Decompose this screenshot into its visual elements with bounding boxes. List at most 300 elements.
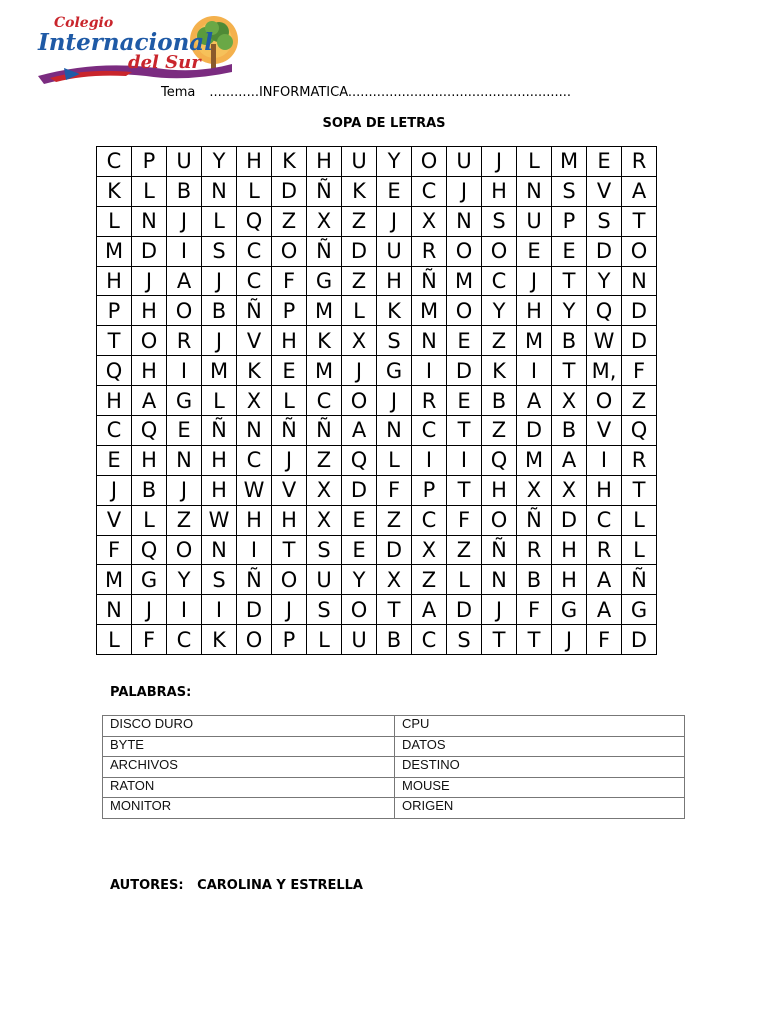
grid-cell: O [272,236,307,266]
grid-cell: R [412,236,447,266]
grid-cell: Z [482,326,517,356]
grid-cell: J [272,595,307,625]
grid-cell: E [517,236,552,266]
grid-cell: Ñ [622,565,657,595]
grid-cell: X [517,475,552,505]
grid-cell: Ñ [202,416,237,446]
grid-cell: Z [307,445,342,475]
grid-cell: X [237,386,272,416]
grid-cell: U [307,565,342,595]
grid-cell: P [272,625,307,655]
grid-cell: T [97,326,132,356]
grid-cell: Y [202,147,237,177]
grid-cell: F [97,535,132,565]
school-logo-graphic [36,10,242,86]
grid-row [97,236,657,266]
grid-cell: O [342,386,377,416]
grid-cell: N [167,445,202,475]
grid-cell: I [167,356,202,386]
grid-cell: Ñ [482,535,517,565]
grid-cell: F [587,625,622,655]
grid-cell: F [622,356,657,386]
grid-cell: R [622,445,657,475]
grid-cell: D [447,356,482,386]
grid-row [97,535,657,565]
grid-cell: C [482,266,517,296]
grid-cell: E [167,416,202,446]
grid-cell: G [307,266,342,296]
grid-cell: T [272,535,307,565]
grid-row [97,475,657,505]
grid-cell: L [202,386,237,416]
grid-cell: T [482,625,517,655]
grid-cell: L [272,386,307,416]
grid-cell: R [167,326,202,356]
grid-row [97,416,657,446]
grid-cell: H [552,565,587,595]
grid-cell: O [447,296,482,326]
grid-cell: U [342,625,377,655]
grid-cell: P [412,475,447,505]
logo-text-internacional: Internacional [38,29,213,56]
grid-cell: X [307,475,342,505]
grid-cell: H [237,505,272,535]
grid-cell: X [307,206,342,236]
grid-cell: Q [132,416,167,446]
grid-cell: J [132,595,167,625]
grid-cell: G [622,595,657,625]
grid-row [97,296,657,326]
grid-cell: G [552,595,587,625]
word-cell: DESTINO [395,757,685,778]
grid-cell: Ñ [237,296,272,326]
grid-cell: Z [447,535,482,565]
school-logo [36,10,242,86]
grid-cell: K [482,356,517,386]
grid-cell: Q [237,206,272,236]
grid-cell: C [307,386,342,416]
grid-cell: B [482,386,517,416]
grid-cell: Y [167,565,202,595]
grid-cell: R [587,535,622,565]
grid-cell: A [412,595,447,625]
tema-value: ............INFORMATICA...................................................... [209,85,572,100]
grid-cell: C [167,625,202,655]
grid-cell: H [307,147,342,177]
grid-row [97,326,657,356]
palabras-label: PALABRAS: [110,685,192,700]
grid-cell: F [377,475,412,505]
grid-cell: D [622,326,657,356]
grid-row [97,565,657,595]
grid-cell: K [307,326,342,356]
grid-cell: S [482,206,517,236]
grid-cell: V [97,505,132,535]
grid-cell: H [552,535,587,565]
grid-cell: R [412,386,447,416]
grid-cell: Z [377,505,412,535]
grid-cell: Q [132,535,167,565]
grid-cell: A [552,445,587,475]
grid-cell: H [97,266,132,296]
grid-cell: Y [377,147,412,177]
grid-cell: C [587,505,622,535]
grid-row [97,176,657,206]
grid-cell: Ñ [412,266,447,296]
grid-cell: C [237,266,272,296]
grid-cell: Ñ [517,505,552,535]
grid-cell: X [307,505,342,535]
grid-cell: B [552,416,587,446]
grid-cell: Z [412,565,447,595]
grid-cell: L [97,206,132,236]
grid-cell: U [447,147,482,177]
grid-cell: N [622,266,657,296]
grid-cell: D [342,475,377,505]
grid-cell: O [587,386,622,416]
grid-cell: C [97,147,132,177]
grid-cell: H [377,266,412,296]
grid-cell: K [342,176,377,206]
grid-cell: V [237,326,272,356]
grid-cell: H [272,505,307,535]
grid-cell: U [167,147,202,177]
grid-cell: Ñ [237,565,272,595]
grid-cell: N [202,535,237,565]
grid-cell: P [97,296,132,326]
grid-cell: N [377,416,412,446]
grid-cell: O [167,296,202,326]
grid-cell: T [552,266,587,296]
words-table [102,715,685,819]
grid-cell: C [237,236,272,266]
grid-cell: B [377,625,412,655]
grid-cell: K [377,296,412,326]
grid-cell: J [482,147,517,177]
grid-cell: Q [482,445,517,475]
grid-cell: W [237,475,272,505]
grid-cell: J [202,266,237,296]
grid-cell: J [377,386,412,416]
grid-cell: I [517,356,552,386]
grid-cell: Q [342,445,377,475]
grid-row [97,147,657,177]
grid-cell: E [272,356,307,386]
grid-cell: D [377,535,412,565]
grid-cell: E [97,445,132,475]
grid-cell: Ñ [307,416,342,446]
grid-cell: O [272,565,307,595]
grid-cell: I [167,236,202,266]
grid-cell: L [622,505,657,535]
grid-cell: L [132,176,167,206]
grid-row [97,505,657,535]
grid-cell: F [447,505,482,535]
grid-cell: H [587,475,622,505]
grid-cell: E [552,236,587,266]
grid-cell: Z [342,266,377,296]
grid-cell: T [622,206,657,236]
grid-cell: H [482,176,517,206]
grid-cell: S [587,206,622,236]
grid-cell: X [412,206,447,236]
grid-cell: R [622,147,657,177]
grid-cell: L [622,535,657,565]
word-cell: ORIGEN [395,798,685,819]
grid-cell: Z [167,505,202,535]
grid-cell: C [412,625,447,655]
grid-cell: L [202,206,237,236]
grid-cell: H [237,147,272,177]
grid-cell: D [517,416,552,446]
grid-cell: E [342,535,377,565]
grid-cell: H [202,445,237,475]
grid-cell: J [517,266,552,296]
grid-cell: I [167,595,202,625]
grid-cell: J [202,326,237,356]
grid-cell: J [447,176,482,206]
word-row [103,777,685,798]
grid-cell: C [97,416,132,446]
grid-cell: N [237,416,272,446]
grid-cell: T [377,595,412,625]
grid-cell: N [412,326,447,356]
grid-row [97,386,657,416]
grid-cell: J [482,595,517,625]
grid-cell: H [482,475,517,505]
grid-cell: I [447,445,482,475]
grid-cell: D [552,505,587,535]
grid-cell: I [412,356,447,386]
word-row [103,798,685,819]
word-cell: DATOS [395,736,685,757]
grid-cell: B [517,565,552,595]
grid-cell: V [587,416,622,446]
grid-cell: H [272,326,307,356]
grid-cell: S [377,326,412,356]
grid-cell: K [272,147,307,177]
tema-label: Tema [161,85,196,100]
grid-cell: M [97,565,132,595]
word-cell: MOUSE [395,777,685,798]
grid-cell: P [552,206,587,236]
grid-cell: S [307,535,342,565]
grid-cell: T [517,625,552,655]
grid-row [97,266,657,296]
word-cell: ARCHIVOS [103,757,395,778]
grid-row [97,356,657,386]
grid-cell: I [587,445,622,475]
grid-cell: T [552,356,587,386]
grid-cell: M [517,445,552,475]
grid-cell: Y [342,565,377,595]
grid-cell: O [342,595,377,625]
grid-cell: D [447,595,482,625]
grid-cell: H [132,356,167,386]
word-cell: MONITOR [103,798,395,819]
grid-cell: L [517,147,552,177]
grid-cell: H [202,475,237,505]
grid-cell: O [622,236,657,266]
grid-cell: J [377,206,412,236]
grid-cell: B [552,326,587,356]
grid-cell: T [447,416,482,446]
grid-cell: Y [482,296,517,326]
grid-cell: L [307,625,342,655]
grid-cell: O [412,147,447,177]
grid-cell: O [447,236,482,266]
autores-line: AUTORES: CAROLINA Y ESTRELLA [110,878,363,893]
grid-cell: J [167,206,202,236]
word-row [103,736,685,757]
grid-cell: Y [552,296,587,326]
grid-cell: X [552,475,587,505]
grid-cell: V [272,475,307,505]
grid-cell: D [622,296,657,326]
grid-cell: H [517,296,552,326]
grid-cell: G [132,565,167,595]
grid-cell: D [587,236,622,266]
grid-cell: E [447,326,482,356]
grid-cell: S [447,625,482,655]
word-cell: CPU [395,716,685,737]
grid-cell: M [307,356,342,386]
grid-cell: J [167,475,202,505]
grid-cell: C [412,505,447,535]
grid-cell: S [202,236,237,266]
grid-cell: V [587,176,622,206]
word-cell: RATON [103,777,395,798]
grid-cell: E [587,147,622,177]
grid-cell: A [587,595,622,625]
grid-cell: B [202,296,237,326]
grid-cell: X [377,565,412,595]
logo-text-del-sur: del Sur [128,52,201,73]
grid-cell: X [342,326,377,356]
grid-cell: I [202,595,237,625]
grid-cell: B [132,475,167,505]
grid-cell: H [97,386,132,416]
grid-cell: S [307,595,342,625]
grid-cell: C [412,176,447,206]
grid-cell: F [132,625,167,655]
grid-cell: J [272,445,307,475]
grid-cell: G [377,356,412,386]
grid-cell: Ñ [307,176,342,206]
grid-cell: Q [97,356,132,386]
grid-cell: D [622,625,657,655]
grid-cell: A [132,386,167,416]
grid-cell: W [202,505,237,535]
grid-cell: L [447,565,482,595]
grid-cell: Q [587,296,622,326]
word-row [103,757,685,778]
grid-cell: Ñ [307,236,342,266]
grid-cell: A [167,266,202,296]
grid-cell: I [412,445,447,475]
grid-cell: N [517,176,552,206]
grid-cell: U [377,236,412,266]
grid-cell: Z [342,206,377,236]
grid-cell: J [132,266,167,296]
grid-cell: M [552,147,587,177]
grid-cell: M [447,266,482,296]
grid-cell: D [237,595,272,625]
page-title: SOPA DE LETRAS [322,116,446,131]
grid-cell: D [342,236,377,266]
grid-cell: X [552,386,587,416]
grid-cell: E [377,176,412,206]
grid-cell: A [342,416,377,446]
grid-cell: N [132,206,167,236]
grid-cell: N [447,206,482,236]
grid-cell: L [377,445,412,475]
grid-cell: O [237,625,272,655]
grid-cell: J [552,625,587,655]
logo-text-colegio: Colegio [54,15,114,31]
grid-cell: H [132,445,167,475]
grid-cell: Ñ [272,416,307,446]
grid-cell: G [167,386,202,416]
grid-cell: B [167,176,202,206]
grid-row [97,206,657,236]
grid-cell: R [517,535,552,565]
grid-cell: M, [587,356,622,386]
grid-cell: D [272,176,307,206]
grid-cell: N [202,176,237,206]
grid-cell: K [202,625,237,655]
grid-cell: M [412,296,447,326]
grid-cell: M [202,356,237,386]
grid-cell: Z [272,206,307,236]
grid-cell: L [342,296,377,326]
grid-cell: C [412,416,447,446]
grid-cell: S [202,565,237,595]
grid-cell: J [342,356,377,386]
grid-cell: E [447,386,482,416]
grid-cell: O [482,236,517,266]
grid-cell: N [482,565,517,595]
grid-cell: I [237,535,272,565]
grid-cell: F [272,266,307,296]
grid-cell: O [132,326,167,356]
grid-cell: A [622,176,657,206]
grid-cell: L [97,625,132,655]
grid-cell: T [447,475,482,505]
grid-cell: K [97,176,132,206]
grid-cell: F [517,595,552,625]
grid-cell: A [517,386,552,416]
grid-cell: Z [482,416,517,446]
grid-cell: J [97,475,132,505]
word-cell: DISCO DURO [103,716,395,737]
word-row [103,716,685,737]
word-cell: BYTE [103,736,395,757]
grid-cell: T [622,475,657,505]
grid-cell: E [342,505,377,535]
grid-cell: L [132,505,167,535]
grid-cell: U [517,206,552,236]
grid-cell: N [97,595,132,625]
grid-cell: H [132,296,167,326]
grid-cell: Z [622,386,657,416]
grid-row [97,445,657,475]
grid-cell: D [132,236,167,266]
grid-cell: K [237,356,272,386]
grid-cell: S [552,176,587,206]
grid-cell: O [167,535,202,565]
grid-cell: Y [587,266,622,296]
